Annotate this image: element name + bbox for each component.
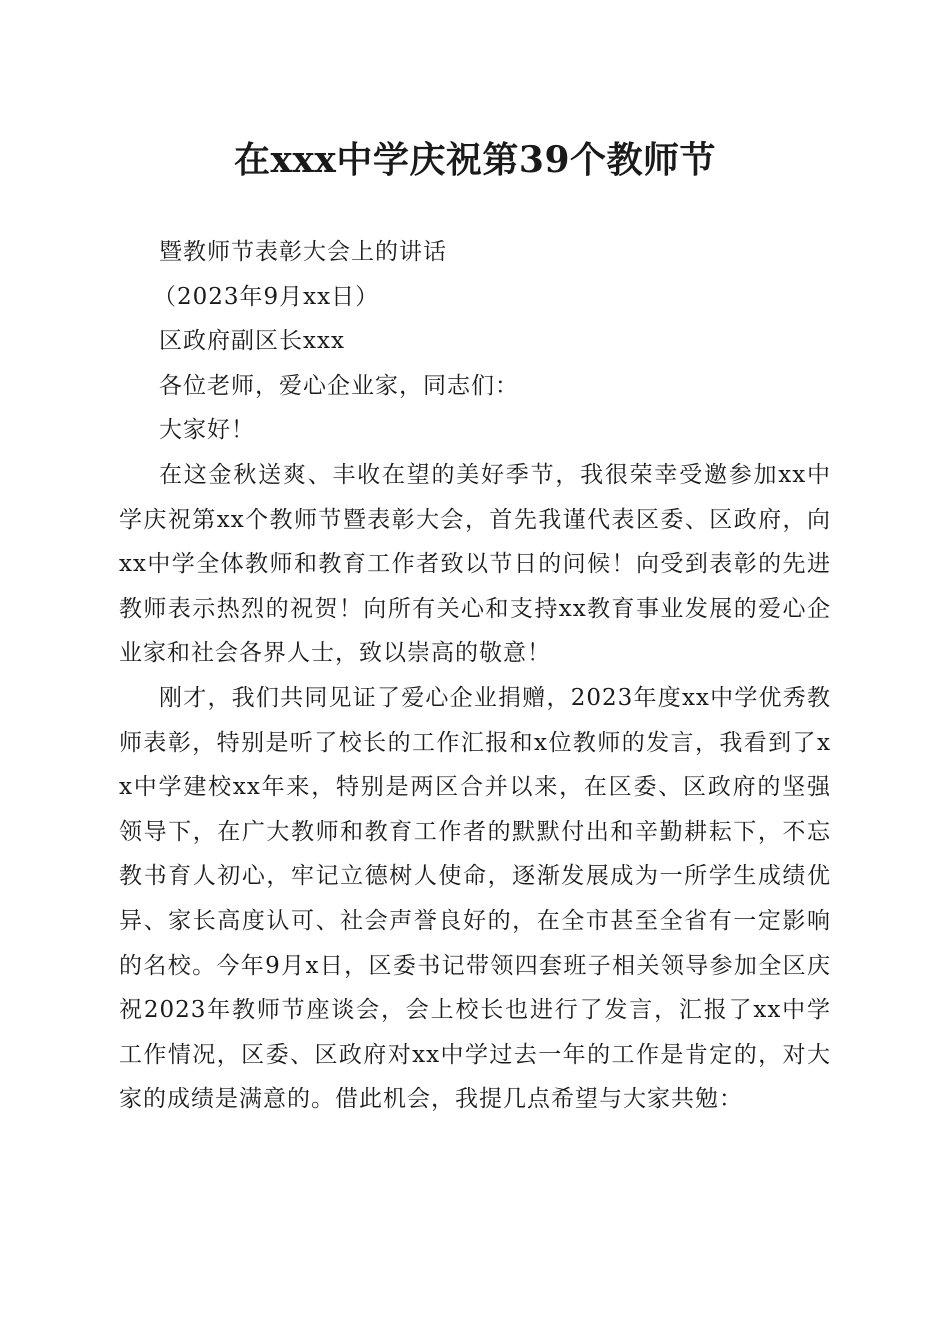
document-body	[119, 230, 831, 1122]
document-subtitle: 暨教师节表彰大会上的讲话	[159, 239, 447, 265]
body-paragraph-1: 在这金秋送爽、丰收在望的美好季节，我很荣幸受邀参加xx中学庆祝第xx个教师节暨表彰大会，首先我谨代表区委、区政府，向xx中学全体教师和教育工作者致以节日的问候！向受到表彰的先进教师表示热烈的祝贺！向所有关心和支持xx教育事业发展的爱心企业家和社会各界人士，致以崇高的敬意！	[119, 461, 831, 667]
document-title: 在xxx中学庆祝第39个教师节	[234, 139, 716, 181]
greeting-line: 大家好！	[159, 417, 255, 444]
salutation-line: 各位老师，爱心企业家，同志们：	[159, 372, 519, 399]
speaker-line: 区政府副区长xxx	[159, 328, 345, 355]
body-paragraph-2: 刚才，我们共同见证了爱心企业捐赠，2023年度xx中学优秀教师表彰，特别是听了校长的工作汇报和x位教师的发言，我看到了xx中学建校xx年来，特别是两区合并以来，在区委、区政府的坚强领导下，在广大教师和教育工作者的默默付出和辛勤耕耘下，不忘教书育人初心，牢记立德树人使命，逐渐发展成为一所学生成绩优异、家长高度认可、社会声誉良好的，在全市甚至全省有一定影响的名校。今年9月x日，区委书记带领四套班子相关领导参加全区庆祝2023年教师节座谈会，会上校长也进行了发言，汇报了xx中学工作情况，区委、区政府对xx中学过去一年的工作是肯定的，对大家的成绩是满意的。借此机会，我提几点希望与大家共勉：	[119, 684, 831, 1113]
document-date: （2023年9月xx日）	[153, 283, 380, 310]
